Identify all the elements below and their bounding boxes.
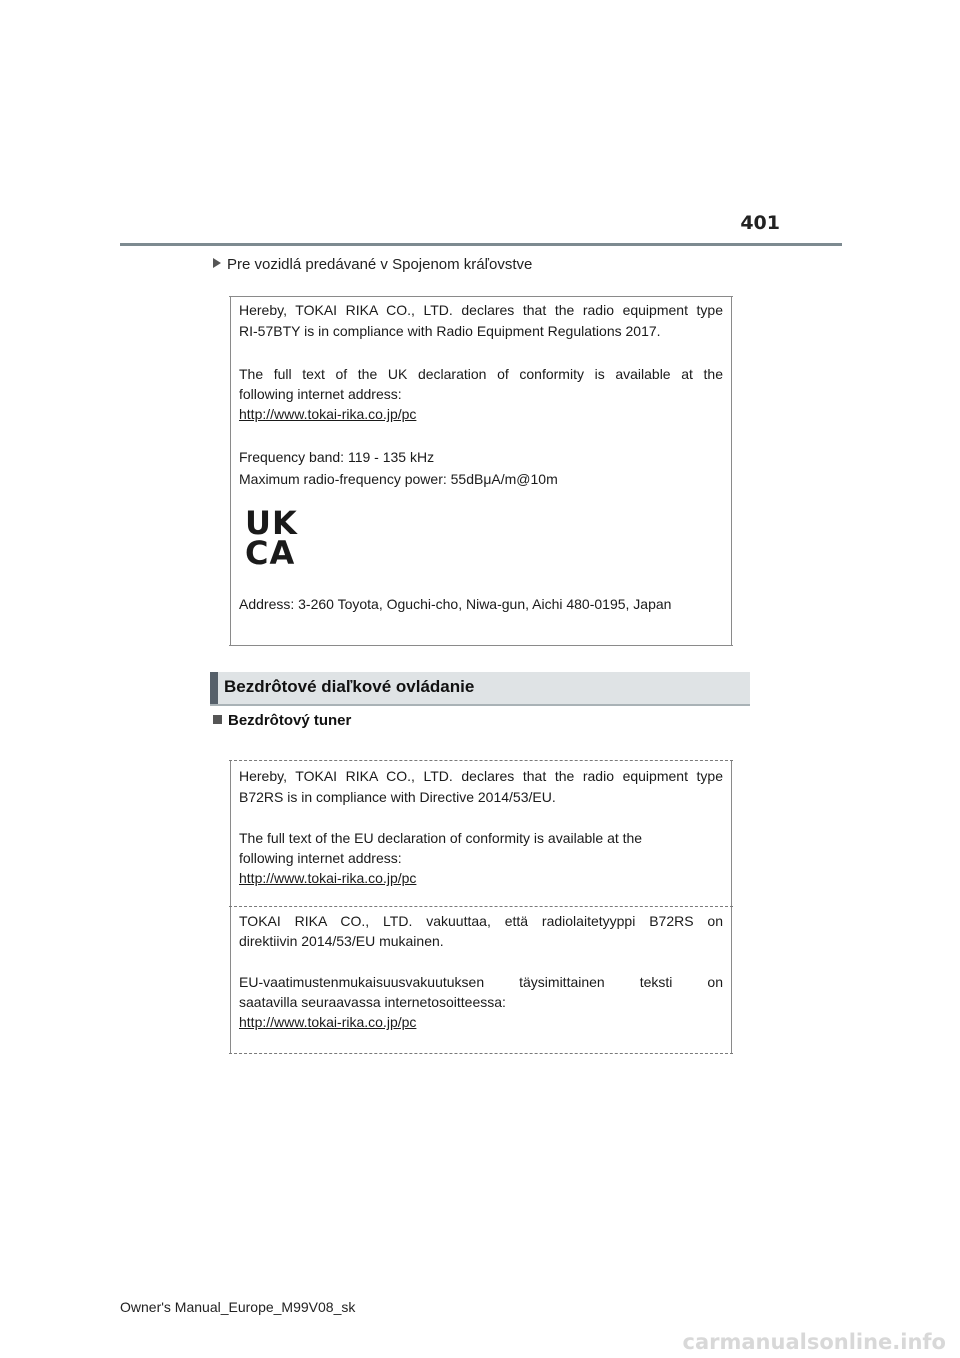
uk-market-label (213, 256, 532, 273)
fi-decl-link[interactable]: http://www.tokai-rika.co.jp/pc (239, 1014, 417, 1030)
ukca-mark-logo (245, 504, 298, 572)
dashed-rule (229, 906, 733, 907)
subsection-heading (213, 712, 351, 729)
uk-decl-link[interactable]: http://www.tokai-rika.co.jp/pc (239, 406, 417, 422)
ukca-mark-line: CA (245, 534, 296, 572)
header-rule (120, 243, 842, 246)
uk-decl-line: RI-57BTY is in compliance with Radio Equipment Regulations 2017. (239, 323, 661, 339)
eu-declaration-box (230, 760, 732, 1054)
watermark: carmanualsonline.info (682, 1330, 946, 1354)
uk-decl-line: The full text of the UK declaration of conformity is available at the (239, 366, 723, 382)
ukca-mark-line: UK (245, 504, 298, 542)
fi-decl-line: TOKAI RIKA CO., LTD. vakuuttaa, että radiolaitetyyppi B72RS on (239, 913, 723, 929)
fi-decl-line: saatavilla seuraavassa internetosoitteessa: (239, 994, 506, 1010)
eu-decl-link[interactable]: http://www.tokai-rika.co.jp/pc (239, 870, 417, 886)
dashed-rule (229, 760, 733, 761)
uk-declaration-box (230, 296, 732, 646)
eu-decl-line: B72RS is in compliance with Directive 2014/53/EU. (239, 789, 556, 805)
uk-decl-line: Frequency band: 119 - 135 kHz (239, 449, 435, 465)
eu-decl-line: Hereby, TOKAI RIKA CO., LTD. declares that the radio equipment type (239, 768, 723, 784)
page-number: 401 (740, 212, 780, 234)
fi-decl-line: EU-vaatimustenmukaisuusvakuutuksen täysimittainen teksti on (239, 974, 723, 990)
uk-decl-line: following internet address: (239, 386, 402, 402)
subsection-title: Bezdrôtový tuner (228, 712, 352, 729)
section-accent (210, 672, 218, 704)
section-title: Bezdrôtové diaľkové ovládanie (224, 677, 475, 696)
square-bullet-icon (213, 715, 222, 724)
dashed-rule (229, 1053, 733, 1054)
uk-decl-line: Address: 3-260 Toyota, Oguchi-cho, Niwa-gun, Aichi 480-0195, Japan (239, 596, 672, 612)
section-heading-bar (210, 672, 750, 706)
uk-decl-line: Maximum radio-frequency power: 55dBμA/m@10m (239, 471, 558, 487)
uk-decl-line: Hereby, TOKAI RIKA CO., LTD. declares that the radio equipment type (239, 302, 723, 318)
eu-decl-line: following internet address: (239, 850, 402, 866)
uk-market-label-text: Pre vozidlá predávané v Spojenom kráľovstve (227, 256, 533, 273)
eu-decl-line: The full text of the EU declaration of conformity is available at the (239, 830, 643, 846)
fi-decl-line: direktiivin 2014/53/EU mukainen. (239, 933, 444, 949)
triangle-bullet-icon (213, 258, 221, 268)
page-footer: Owner's Manual_Europe_M99V08_sk (120, 1299, 356, 1315)
